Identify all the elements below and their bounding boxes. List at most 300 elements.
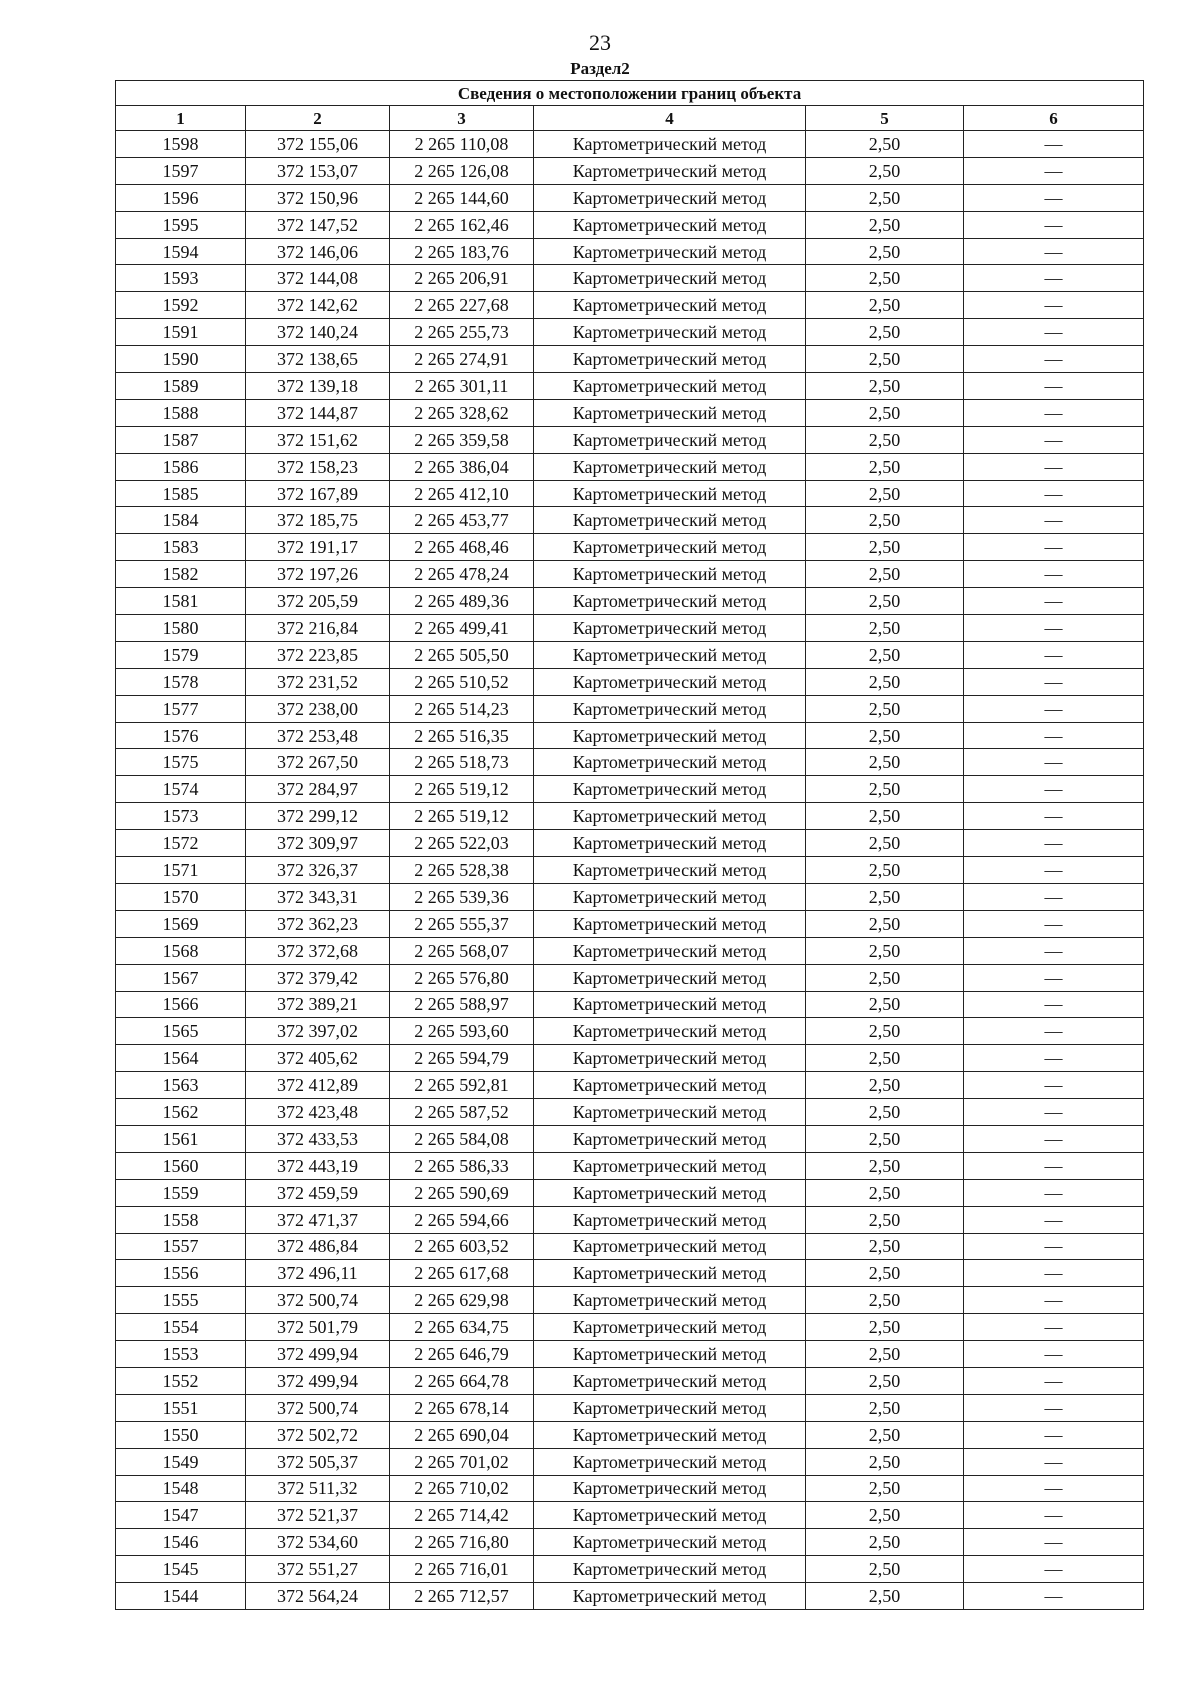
table-row: [116, 480, 1144, 507]
description-cell: —: [964, 1018, 1144, 1045]
accuracy-cell: 2,50: [806, 910, 964, 937]
y-coordinate-cell: 2 265 110,08: [390, 131, 534, 158]
method-cell: Картометрический метод: [534, 641, 806, 668]
method-cell: Картометрический метод: [534, 1502, 806, 1529]
y-coordinate-cell: 2 265 646,79: [390, 1341, 534, 1368]
x-coordinate-cell: 372 433,53: [246, 1125, 390, 1152]
table-row: [116, 1072, 1144, 1099]
point-number-cell: 1588: [116, 399, 246, 426]
point-number-cell: 1587: [116, 426, 246, 453]
column-header: 2: [246, 106, 390, 131]
description-cell: —: [964, 1394, 1144, 1421]
x-coordinate-cell: 372 191,17: [246, 534, 390, 561]
table-row: [116, 668, 1144, 695]
table-row: [116, 830, 1144, 857]
x-coordinate-cell: 372 140,24: [246, 319, 390, 346]
x-coordinate-cell: 372 231,52: [246, 668, 390, 695]
table-row: [116, 588, 1144, 615]
point-number-cell: 1573: [116, 803, 246, 830]
x-coordinate-cell: 372 216,84: [246, 615, 390, 642]
method-cell: Картометрический метод: [534, 399, 806, 426]
table-row: [116, 749, 1144, 776]
point-number-cell: 1552: [116, 1367, 246, 1394]
x-coordinate-cell: 372 144,87: [246, 399, 390, 426]
description-cell: —: [964, 1367, 1144, 1394]
description-cell: —: [964, 722, 1144, 749]
description-cell: —: [964, 507, 1144, 534]
y-coordinate-cell: 2 265 568,07: [390, 937, 534, 964]
accuracy-cell: 2,50: [806, 803, 964, 830]
method-cell: Картометрический метод: [534, 238, 806, 265]
method-cell: Картометрический метод: [534, 211, 806, 238]
description-cell: —: [964, 1287, 1144, 1314]
y-coordinate-cell: 2 265 516,35: [390, 722, 534, 749]
method-cell: Картометрический метод: [534, 319, 806, 346]
y-coordinate-cell: 2 265 712,57: [390, 1583, 534, 1610]
description-cell: —: [964, 453, 1144, 480]
description-cell: —: [964, 1502, 1144, 1529]
y-coordinate-cell: 2 265 701,02: [390, 1448, 534, 1475]
table-row: [116, 910, 1144, 937]
description-cell: —: [964, 211, 1144, 238]
table-row: [116, 991, 1144, 1018]
point-number-cell: 1549: [116, 1448, 246, 1475]
accuracy-cell: 2,50: [806, 1152, 964, 1179]
method-cell: Картометрический метод: [534, 830, 806, 857]
x-coordinate-cell: 372 501,79: [246, 1314, 390, 1341]
accuracy-cell: 2,50: [806, 964, 964, 991]
x-coordinate-cell: 372 153,07: [246, 157, 390, 184]
y-coordinate-cell: 2 265 634,75: [390, 1314, 534, 1341]
x-coordinate-cell: 372 496,11: [246, 1260, 390, 1287]
point-number-cell: 1576: [116, 722, 246, 749]
point-number-cell: 1589: [116, 373, 246, 400]
point-number-cell: 1551: [116, 1394, 246, 1421]
table-row: [116, 1394, 1144, 1421]
point-number-cell: 1583: [116, 534, 246, 561]
table-body: [116, 131, 1144, 1610]
method-cell: Картометрический метод: [534, 1367, 806, 1394]
method-cell: Картометрический метод: [534, 265, 806, 292]
point-number-cell: 1557: [116, 1233, 246, 1260]
boundary-coordinates-table: [115, 80, 1144, 1610]
description-cell: —: [964, 561, 1144, 588]
x-coordinate-cell: 372 223,85: [246, 641, 390, 668]
accuracy-cell: 2,50: [806, 722, 964, 749]
point-number-cell: 1567: [116, 964, 246, 991]
accuracy-cell: 2,50: [806, 1556, 964, 1583]
method-cell: Картометрический метод: [534, 1287, 806, 1314]
accuracy-cell: 2,50: [806, 373, 964, 400]
table-row: [116, 937, 1144, 964]
accuracy-cell: 2,50: [806, 1233, 964, 1260]
y-coordinate-cell: 2 265 603,52: [390, 1233, 534, 1260]
y-coordinate-cell: 2 265 144,60: [390, 184, 534, 211]
x-coordinate-cell: 372 459,59: [246, 1179, 390, 1206]
x-coordinate-cell: 372 343,31: [246, 883, 390, 910]
method-cell: Картометрический метод: [534, 1394, 806, 1421]
description-cell: —: [964, 373, 1144, 400]
point-number-cell: 1591: [116, 319, 246, 346]
y-coordinate-cell: 2 265 586,33: [390, 1152, 534, 1179]
method-cell: Картометрический метод: [534, 776, 806, 803]
y-coordinate-cell: 2 265 594,79: [390, 1045, 534, 1072]
table-row: [116, 615, 1144, 642]
method-cell: Картометрический метод: [534, 695, 806, 722]
x-coordinate-cell: 372 150,96: [246, 184, 390, 211]
x-coordinate-cell: 372 147,52: [246, 211, 390, 238]
table-row: [116, 883, 1144, 910]
method-cell: Картометрический метод: [534, 507, 806, 534]
y-coordinate-cell: 2 265 629,98: [390, 1287, 534, 1314]
y-coordinate-cell: 2 265 678,14: [390, 1394, 534, 1421]
description-cell: —: [964, 265, 1144, 292]
method-cell: Картометрический метод: [534, 883, 806, 910]
accuracy-cell: 2,50: [806, 238, 964, 265]
point-number-cell: 1590: [116, 346, 246, 373]
y-coordinate-cell: 2 265 478,24: [390, 561, 534, 588]
y-coordinate-cell: 2 265 590,69: [390, 1179, 534, 1206]
y-coordinate-cell: 2 265 522,03: [390, 830, 534, 857]
point-number-cell: 1581: [116, 588, 246, 615]
description-cell: —: [964, 615, 1144, 642]
accuracy-cell: 2,50: [806, 883, 964, 910]
method-cell: Картометрический метод: [534, 1341, 806, 1368]
point-number-cell: 1574: [116, 776, 246, 803]
table-row: [116, 1099, 1144, 1126]
accuracy-cell: 2,50: [806, 937, 964, 964]
method-cell: Картометрический метод: [534, 1233, 806, 1260]
y-coordinate-cell: 2 265 584,08: [390, 1125, 534, 1152]
table-row: [116, 1475, 1144, 1502]
description-cell: —: [964, 1152, 1144, 1179]
method-cell: Картометрический метод: [534, 561, 806, 588]
method-cell: Картометрический метод: [534, 1125, 806, 1152]
description-cell: —: [964, 1206, 1144, 1233]
point-number-cell: 1553: [116, 1341, 246, 1368]
x-coordinate-cell: 372 139,18: [246, 373, 390, 400]
description-cell: —: [964, 588, 1144, 615]
accuracy-cell: 2,50: [806, 1260, 964, 1287]
y-coordinate-cell: 2 265 301,11: [390, 373, 534, 400]
accuracy-cell: 2,50: [806, 480, 964, 507]
table-row: [116, 426, 1144, 453]
description-cell: —: [964, 1233, 1144, 1260]
method-cell: Картометрический метод: [534, 534, 806, 561]
x-coordinate-cell: 372 197,26: [246, 561, 390, 588]
accuracy-cell: 2,50: [806, 749, 964, 776]
x-coordinate-cell: 372 397,02: [246, 1018, 390, 1045]
description-cell: —: [964, 883, 1144, 910]
accuracy-cell: 2,50: [806, 1018, 964, 1045]
x-coordinate-cell: 372 167,89: [246, 480, 390, 507]
y-coordinate-cell: 2 265 519,12: [390, 776, 534, 803]
accuracy-cell: 2,50: [806, 1502, 964, 1529]
accuracy-cell: 2,50: [806, 399, 964, 426]
description-cell: —: [964, 1045, 1144, 1072]
description-cell: —: [964, 1556, 1144, 1583]
description-cell: —: [964, 399, 1144, 426]
column-header: 5: [806, 106, 964, 131]
method-cell: Картометрический метод: [534, 1072, 806, 1099]
column-header: 6: [964, 106, 1144, 131]
x-coordinate-cell: 372 142,62: [246, 292, 390, 319]
y-coordinate-cell: 2 265 519,12: [390, 803, 534, 830]
point-number-cell: 1572: [116, 830, 246, 857]
table-row: [116, 722, 1144, 749]
x-coordinate-cell: 372 471,37: [246, 1206, 390, 1233]
description-cell: —: [964, 991, 1144, 1018]
point-number-cell: 1570: [116, 883, 246, 910]
column-header: 3: [390, 106, 534, 131]
description-cell: —: [964, 830, 1144, 857]
accuracy-cell: 2,50: [806, 668, 964, 695]
method-cell: Картометрический метод: [534, 480, 806, 507]
method-cell: Картометрический метод: [534, 964, 806, 991]
accuracy-cell: 2,50: [806, 211, 964, 238]
description-cell: —: [964, 346, 1144, 373]
x-coordinate-cell: 372 412,89: [246, 1072, 390, 1099]
method-cell: Картометрический метод: [534, 1475, 806, 1502]
table-row: [116, 1583, 1144, 1610]
description-cell: —: [964, 1260, 1144, 1287]
y-coordinate-cell: 2 265 617,68: [390, 1260, 534, 1287]
accuracy-cell: 2,50: [806, 157, 964, 184]
table-row: [116, 857, 1144, 884]
table-row: [116, 346, 1144, 373]
x-coordinate-cell: 372 511,32: [246, 1475, 390, 1502]
y-coordinate-cell: 2 265 468,46: [390, 534, 534, 561]
accuracy-cell: 2,50: [806, 1448, 964, 1475]
table-row: [116, 265, 1144, 292]
accuracy-cell: 2,50: [806, 561, 964, 588]
table-row: [116, 292, 1144, 319]
method-cell: Картометрический метод: [534, 803, 806, 830]
accuracy-cell: 2,50: [806, 1475, 964, 1502]
column-number-row: [116, 106, 1144, 131]
y-coordinate-cell: 2 265 690,04: [390, 1421, 534, 1448]
description-cell: —: [964, 964, 1144, 991]
accuracy-cell: 2,50: [806, 184, 964, 211]
y-coordinate-cell: 2 265 716,01: [390, 1556, 534, 1583]
point-number-cell: 1561: [116, 1125, 246, 1152]
accuracy-cell: 2,50: [806, 453, 964, 480]
description-cell: —: [964, 937, 1144, 964]
accuracy-cell: 2,50: [806, 507, 964, 534]
table-row: [116, 211, 1144, 238]
table-row: [116, 1314, 1144, 1341]
x-coordinate-cell: 372 138,65: [246, 346, 390, 373]
column-header: 1: [116, 106, 246, 131]
accuracy-cell: 2,50: [806, 534, 964, 561]
accuracy-cell: 2,50: [806, 776, 964, 803]
description-cell: —: [964, 1099, 1144, 1126]
method-cell: Картометрический метод: [534, 722, 806, 749]
y-coordinate-cell: 2 265 499,41: [390, 615, 534, 642]
method-cell: Картометрический метод: [534, 937, 806, 964]
accuracy-cell: 2,50: [806, 1583, 964, 1610]
point-number-cell: 1556: [116, 1260, 246, 1287]
section-title: Раздел2: [570, 59, 630, 78]
point-number-cell: 1596: [116, 184, 246, 211]
y-coordinate-cell: 2 265 528,38: [390, 857, 534, 884]
description-cell: —: [964, 1314, 1144, 1341]
description-cell: —: [964, 857, 1144, 884]
point-number-cell: 1546: [116, 1529, 246, 1556]
description-cell: —: [964, 910, 1144, 937]
point-number-cell: 1580: [116, 615, 246, 642]
point-number-cell: 1594: [116, 238, 246, 265]
method-cell: Картометрический метод: [534, 426, 806, 453]
description-cell: —: [964, 480, 1144, 507]
table-row: [116, 1367, 1144, 1394]
method-cell: Картометрический метод: [534, 373, 806, 400]
x-coordinate-cell: 372 486,84: [246, 1233, 390, 1260]
description-cell: —: [964, 1421, 1144, 1448]
column-header: 4: [534, 106, 806, 131]
table-row: [116, 1421, 1144, 1448]
accuracy-cell: 2,50: [806, 1179, 964, 1206]
y-coordinate-cell: 2 265 714,42: [390, 1502, 534, 1529]
point-number-cell: 1566: [116, 991, 246, 1018]
table-row: [116, 1556, 1144, 1583]
accuracy-cell: 2,50: [806, 830, 964, 857]
x-coordinate-cell: 372 155,06: [246, 131, 390, 158]
y-coordinate-cell: 2 265 587,52: [390, 1099, 534, 1126]
table-row: [116, 1529, 1144, 1556]
method-cell: Картометрический метод: [534, 184, 806, 211]
point-number-cell: 1568: [116, 937, 246, 964]
description-cell: —: [964, 1448, 1144, 1475]
y-coordinate-cell: 2 265 592,81: [390, 1072, 534, 1099]
method-cell: Картометрический метод: [534, 668, 806, 695]
description-cell: —: [964, 157, 1144, 184]
method-cell: Картометрический метод: [534, 157, 806, 184]
x-coordinate-cell: 372 389,21: [246, 991, 390, 1018]
table-row: [116, 964, 1144, 991]
y-coordinate-cell: 2 265 510,52: [390, 668, 534, 695]
accuracy-cell: 2,50: [806, 292, 964, 319]
accuracy-cell: 2,50: [806, 1394, 964, 1421]
method-cell: Картометрический метод: [534, 615, 806, 642]
accuracy-cell: 2,50: [806, 1287, 964, 1314]
y-coordinate-cell: 2 265 588,97: [390, 991, 534, 1018]
point-number-cell: 1575: [116, 749, 246, 776]
description-cell: —: [964, 319, 1144, 346]
y-coordinate-cell: 2 265 594,66: [390, 1206, 534, 1233]
x-coordinate-cell: 372 499,94: [246, 1341, 390, 1368]
accuracy-cell: 2,50: [806, 426, 964, 453]
y-coordinate-cell: 2 265 126,08: [390, 157, 534, 184]
x-coordinate-cell: 372 267,50: [246, 749, 390, 776]
table-caption: Сведения о местоположении границ объекта: [116, 81, 1144, 106]
y-coordinate-cell: 2 265 227,68: [390, 292, 534, 319]
y-coordinate-cell: 2 265 412,10: [390, 480, 534, 507]
point-number-cell: 1592: [116, 292, 246, 319]
y-coordinate-cell: 2 265 453,77: [390, 507, 534, 534]
table-row: [116, 1341, 1144, 1368]
page-number: 23: [589, 30, 611, 55]
point-number-cell: 1558: [116, 1206, 246, 1233]
x-coordinate-cell: 372 158,23: [246, 453, 390, 480]
table-row: [116, 803, 1144, 830]
method-cell: Картометрический метод: [534, 1314, 806, 1341]
point-number-cell: 1582: [116, 561, 246, 588]
point-number-cell: 1559: [116, 1179, 246, 1206]
table-row: [116, 641, 1144, 668]
point-number-cell: 1579: [116, 641, 246, 668]
x-coordinate-cell: 372 299,12: [246, 803, 390, 830]
y-coordinate-cell: 2 265 162,46: [390, 211, 534, 238]
x-coordinate-cell: 372 185,75: [246, 507, 390, 534]
y-coordinate-cell: 2 265 539,36: [390, 883, 534, 910]
method-cell: Картометрический метод: [534, 1583, 806, 1610]
accuracy-cell: 2,50: [806, 1045, 964, 1072]
accuracy-cell: 2,50: [806, 1529, 964, 1556]
point-number-cell: 1547: [116, 1502, 246, 1529]
x-coordinate-cell: 372 499,94: [246, 1367, 390, 1394]
table-row: [116, 1260, 1144, 1287]
y-coordinate-cell: 2 265 664,78: [390, 1367, 534, 1394]
x-coordinate-cell: 372 144,08: [246, 265, 390, 292]
description-cell: —: [964, 1179, 1144, 1206]
x-coordinate-cell: 372 284,97: [246, 776, 390, 803]
y-coordinate-cell: 2 265 206,91: [390, 265, 534, 292]
description-cell: —: [964, 695, 1144, 722]
x-coordinate-cell: 372 534,60: [246, 1529, 390, 1556]
x-coordinate-cell: 372 238,00: [246, 695, 390, 722]
description-cell: —: [964, 1529, 1144, 1556]
table-row: [116, 1233, 1144, 1260]
point-number-cell: 1597: [116, 157, 246, 184]
table-row: [116, 1045, 1144, 1072]
point-number-cell: 1560: [116, 1152, 246, 1179]
accuracy-cell: 2,50: [806, 1341, 964, 1368]
x-coordinate-cell: 372 379,42: [246, 964, 390, 991]
method-cell: Картометрический метод: [534, 1448, 806, 1475]
method-cell: Картометрический метод: [534, 910, 806, 937]
description-cell: —: [964, 534, 1144, 561]
x-coordinate-cell: 372 423,48: [246, 1099, 390, 1126]
accuracy-cell: 2,50: [806, 1314, 964, 1341]
accuracy-cell: 2,50: [806, 346, 964, 373]
y-coordinate-cell: 2 265 386,04: [390, 453, 534, 480]
y-coordinate-cell: 2 265 328,62: [390, 399, 534, 426]
description-cell: —: [964, 238, 1144, 265]
table-row: [116, 399, 1144, 426]
table-row: [116, 157, 1144, 184]
method-cell: Картометрический метод: [534, 749, 806, 776]
table-row: [116, 776, 1144, 803]
y-coordinate-cell: 2 265 359,58: [390, 426, 534, 453]
table-row: [116, 534, 1144, 561]
accuracy-cell: 2,50: [806, 588, 964, 615]
x-coordinate-cell: 372 309,97: [246, 830, 390, 857]
table-row: [116, 1206, 1144, 1233]
accuracy-cell: 2,50: [806, 695, 964, 722]
x-coordinate-cell: 372 443,19: [246, 1152, 390, 1179]
method-cell: Картометрический метод: [534, 346, 806, 373]
description-cell: —: [964, 131, 1144, 158]
description-cell: —: [964, 641, 1144, 668]
table-row: [116, 453, 1144, 480]
method-cell: Картометрический метод: [534, 1260, 806, 1287]
table-row: [116, 1502, 1144, 1529]
description-cell: —: [964, 749, 1144, 776]
method-cell: Картометрический метод: [534, 991, 806, 1018]
point-number-cell: 1564: [116, 1045, 246, 1072]
y-coordinate-cell: 2 265 489,36: [390, 588, 534, 615]
